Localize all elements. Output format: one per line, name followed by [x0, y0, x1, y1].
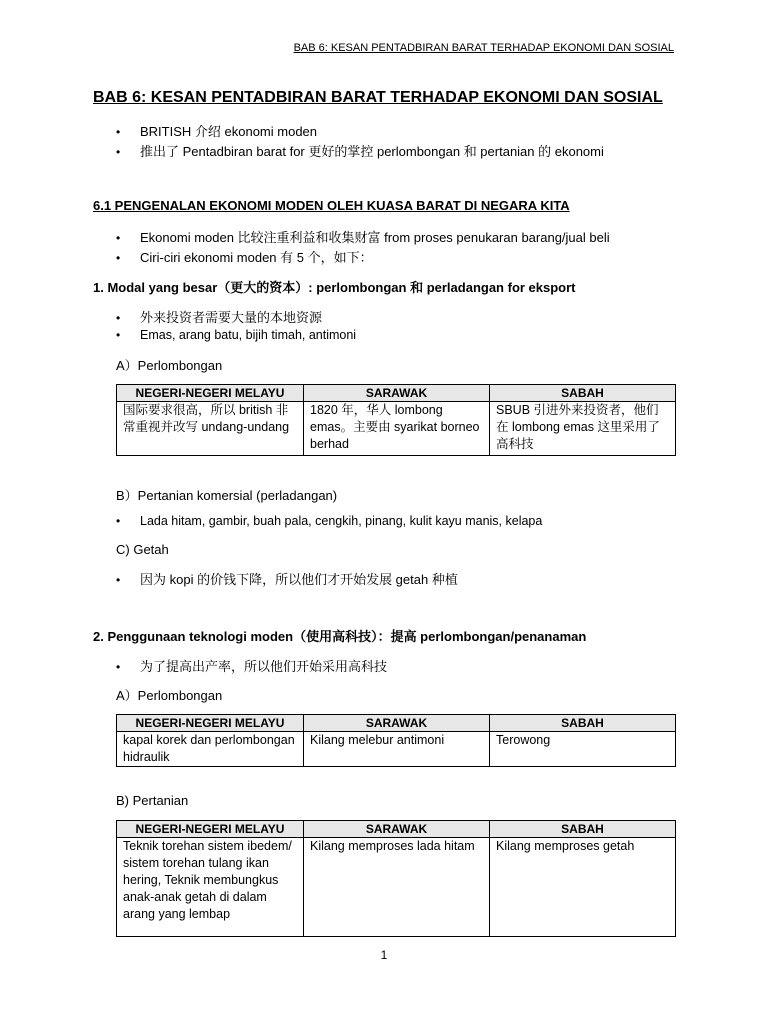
technology-mining-table [116, 714, 676, 767]
table-cell: Kilang melebur antimoni [304, 732, 490, 767]
table-header-cell: SARAWAK [304, 715, 490, 732]
list-item: • 推出了 Pentadbiran barat for 更好的掌控 perlombongan 和 pertanian 的 ekonomi [116, 144, 604, 159]
bullet-icon: • [116, 573, 121, 587]
table-cell: Terowong [490, 732, 676, 767]
chapter-title: BAB 6: KESAN PENTADBIRAN BARAT TERHADAP EKONOMI DAN SOSIAL [93, 89, 663, 106]
table-cell: 1820 年，华人 lombong emas。主要由 syarikat borneo berhad [304, 402, 490, 456]
table-header-cell: NEGERI-NEGERI MELAYU [117, 715, 304, 732]
section-title: 6.1 PENGENALAN EKONOMI MODEN OLEH KUASA BARAT DI NEGARA KITA [93, 198, 570, 213]
table-header-cell: SABAH [490, 385, 676, 402]
table-cell: Kilang memproses getah [490, 838, 676, 937]
list-item: • Emas, arang batu, bijih timah, antimoni [116, 328, 357, 342]
bullet-icon: • [116, 125, 121, 139]
bullet-icon: • [116, 145, 121, 159]
table-row [117, 402, 676, 456]
table-cell: kapal korek dan perlombongan hidraulik [117, 732, 304, 767]
bullet-icon: • [116, 660, 121, 674]
point-2-heading: 2. Penggunaan teknologi moden（使用高科技）：提高 perlombongan/penanaman [93, 629, 587, 644]
subsection-label: C) Getah [116, 542, 169, 557]
mining-table [116, 384, 676, 456]
bullet-icon: • [116, 231, 121, 245]
list-item: • Ciri-ciri ekonomi moden 有 5 个，如下： [116, 250, 373, 265]
list-item: • Lada hitam, gambir, buah pala, cengkih, pinang, kulit kayu manis, kelapa [116, 514, 543, 528]
subsection-label: B）Pertanian komersial (perladangan) [116, 488, 338, 503]
table-row [117, 732, 676, 767]
list-item: • 外来投资者需要大量的本地资源 [116, 310, 323, 325]
subsection-label: A）Perlombongan [116, 358, 223, 373]
table-header-cell: SABAH [490, 821, 676, 838]
list-item: • 因为 kopi 的价钱下降，所以他们才开始发展 getah 种植 [116, 572, 458, 587]
table-header-cell: SABAH [490, 715, 676, 732]
table-header-cell: SARAWAK [304, 385, 490, 402]
list-item: • Ekonomi moden 比较注重利益和收集财富 from proses penukaran barang/jual beli [116, 230, 610, 245]
subsection-label: A）Perlombongan [116, 688, 223, 703]
technology-agriculture-table [116, 820, 676, 937]
table-cell: Kilang memproses lada hitam [304, 838, 490, 937]
table-cell: Teknik torehan sistem ibedem/ sistem torehan tulang ikan hering, Teknik membungkus anak-anak getah di dalam arang yang lembap [117, 838, 304, 937]
bullet-icon: • [116, 328, 121, 342]
page-number: 1 [380, 948, 388, 962]
table-header-cell: SARAWAK [304, 821, 490, 838]
list-item: • 为了提高出产率，所以他们开始采用高科技 [116, 659, 388, 674]
table-row [117, 838, 676, 937]
table-header-cell: NEGERI-NEGERI MELAYU [117, 385, 304, 402]
table-header-row [117, 821, 676, 838]
bullet-icon: • [116, 514, 121, 528]
point-1-heading: 1. Modal yang besar（更大的资本）: perlombongan 和 perladangan for eksport [93, 280, 576, 295]
subsection-label: B) Pertanian [116, 793, 189, 808]
bullet-icon: • [116, 251, 121, 265]
running-header: BAB 6: KESAN PENTADBIRAN BARAT TERHADAP EKONOMI DAN SOSIAL [293, 42, 674, 54]
table-header-row [117, 715, 676, 732]
table-header-cell: NEGERI-NEGERI MELAYU [117, 821, 304, 838]
bullet-icon: • [116, 311, 121, 325]
table-cell: 国际要求很高，所以 british 非常重视并改写 undang-undang [117, 402, 304, 456]
table-cell: SBUB 引进外来投资者，他们在 lombong emas 这里采用了高科技 [490, 402, 676, 456]
list-item: • BRITISH 介绍 ekonomi moden [116, 124, 318, 139]
table-header-row [117, 385, 676, 402]
